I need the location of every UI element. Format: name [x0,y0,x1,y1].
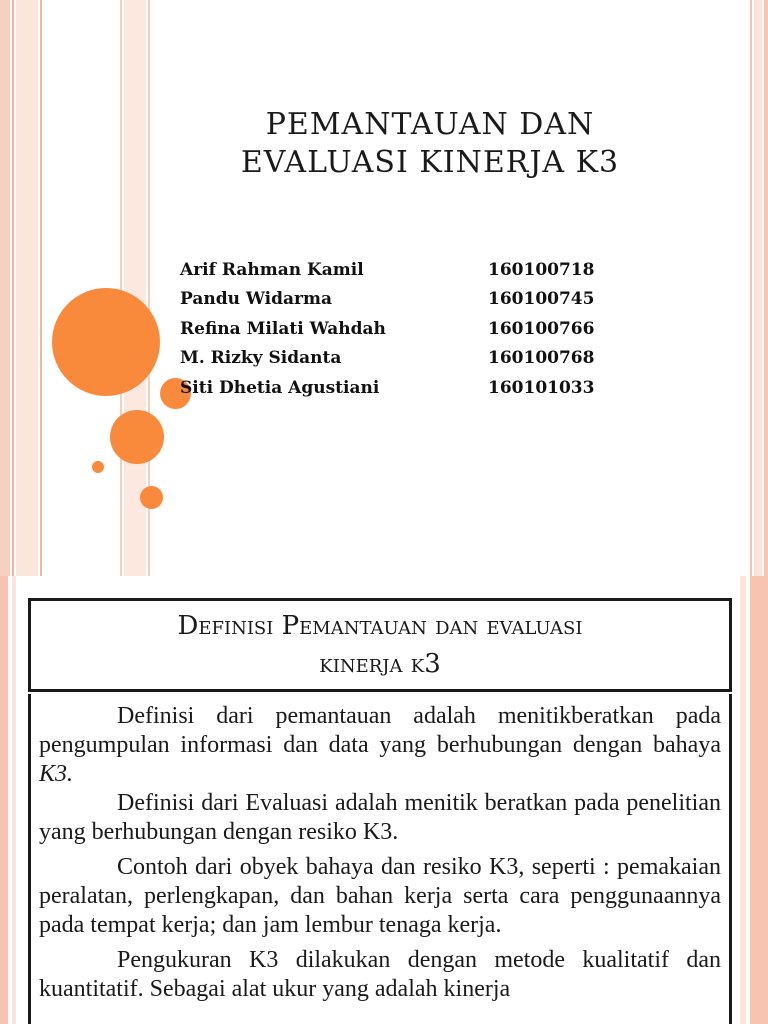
member-nim: 160100718 [488,259,595,280]
member-row [180,373,608,403]
paragraph-evaluasi: Definisi dari Evaluasi adalah menitik beratkan pada penelitian yang berhubungan dengan resiko K3. [39,790,721,845]
member-row [180,285,608,315]
decor-stripe [12,576,16,1024]
member-nim: 160100745 [488,289,595,310]
decor-circle-medium [110,410,164,464]
paragraph-pengukuran: Pengukuran K3 dilakukan dengan metode kualitatif dan kuantitatif. Sebagai alat ukur yang adalah kinerja [39,947,721,1002]
title-line: kinerja k3 [319,649,441,679]
definition-title [80,607,680,683]
member-name: Siti Dhetia Agustiani [180,377,380,398]
decor-stripe [40,0,42,576]
member-nim: 160100766 [488,318,595,339]
member-list [180,255,608,403]
member-name: M. Rizky Sidanta [180,348,342,369]
decor-stripe [0,576,8,1024]
member-row [180,255,608,285]
decor-stripe [750,0,752,576]
paragraph-italic: K3. [39,761,74,787]
paragraph-text: Definisi dari pemantauan adalah menitikberatkan pada pengumpulan informasi dan data yang berhubungan dengan bahaya [39,703,721,758]
decor-stripe [12,0,14,576]
decor-stripe [750,576,768,1024]
slide-title-heading [190,106,670,182]
decor-circle-tiny [92,461,104,473]
decor-stripe [754,0,762,576]
definition-content [28,694,732,1024]
member-name: Refina Milati Wahdah [180,318,386,339]
member-nim: 160100768 [488,348,595,369]
paragraph-pemantauan [39,702,721,789]
title-line: EVALUASI KINERJA K3 [240,145,620,180]
member-nim: 160101033 [488,377,595,398]
decor-stripe [0,0,10,576]
title-line: PEMANTAUAN DAN [265,107,595,142]
member-row [180,314,608,344]
title-line: Definisi Pemantauan dan evaluasi [177,611,583,641]
member-name: Arif Rahman Kamil [180,259,364,280]
decor-stripe [764,0,768,576]
decor-stripe [120,0,122,576]
slide-definition [0,576,768,1024]
decor-stripe [740,576,746,1024]
definition-title-box [28,598,732,692]
decor-circle-large [52,288,160,396]
member-name: Pandu Widarma [180,289,332,310]
decor-circle-small [140,486,163,509]
member-row [180,344,608,374]
paragraph-contoh: Contoh dari obyek bahaya dan resiko K3, seperti : pemakaian peralatan, perlengkapan, dan bahan kerja serta cara penggunaannya pada tempat kerja; dan jam lembur tenaga kerja. [39,854,721,938]
decor-stripe [16,0,38,576]
